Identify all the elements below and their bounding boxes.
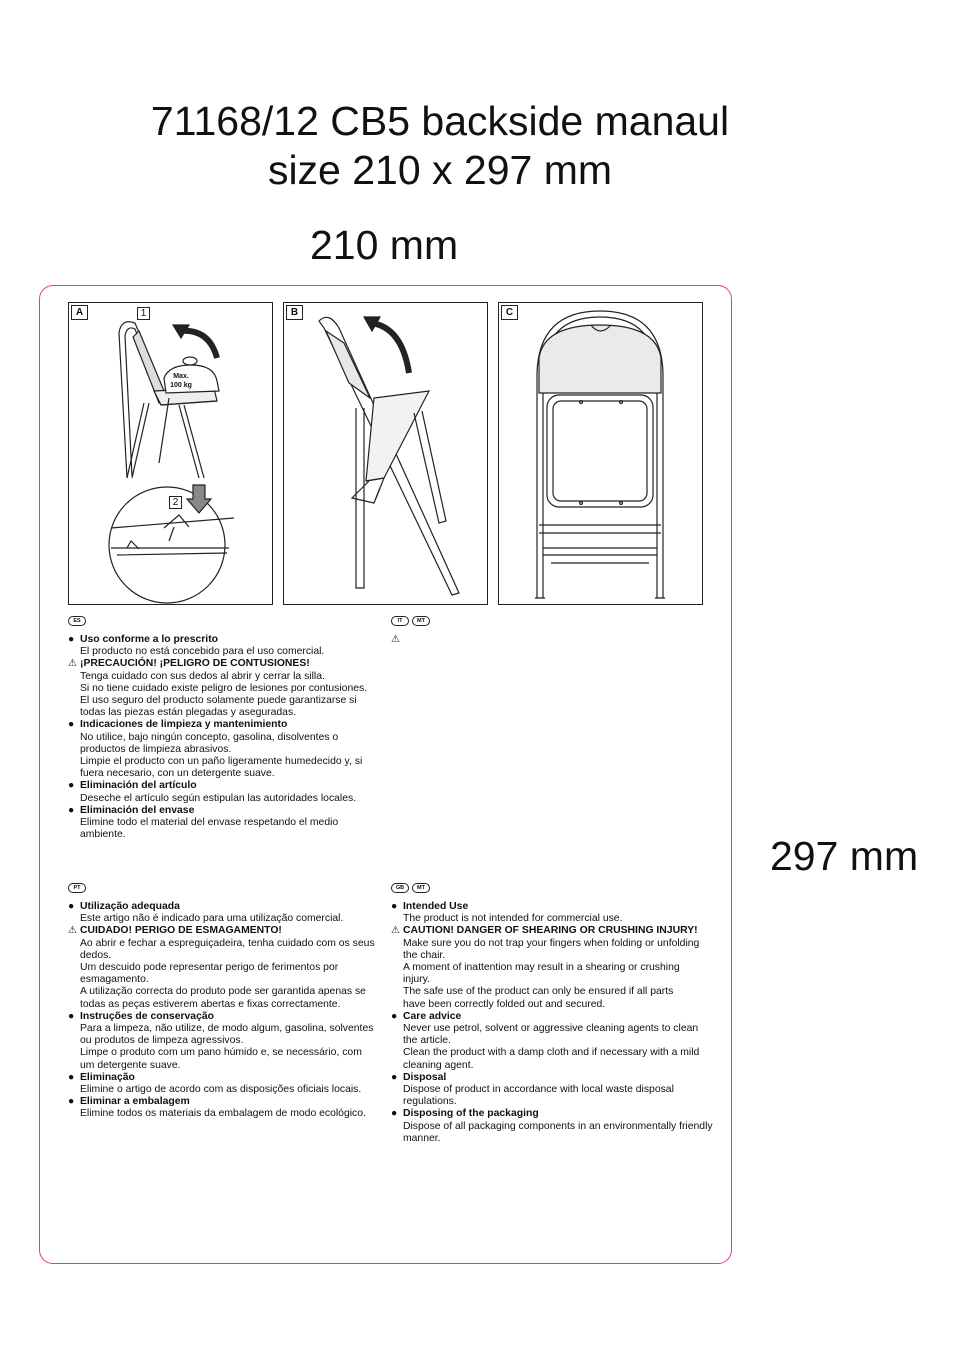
instruction-item: [68, 719, 388, 780]
item-heading: ¡PRECAUCIÓN! ¡PELIGRO DE CONTUSIONES!: [80, 658, 310, 670]
instruction-item: [391, 1108, 719, 1145]
document-title-line-1: 71168/12 CB5 backside manaul: [150, 98, 730, 144]
language-badges: [391, 883, 719, 893]
item-text-line: Elimine todos os materiais da embalagem de modo ecológico.: [80, 1108, 366, 1120]
instruction-item: [391, 634, 711, 646]
bullet-icon: ●: [68, 804, 75, 816]
bullet-icon: ●: [68, 1071, 75, 1083]
language-badge: MT: [412, 616, 430, 626]
height-dimension-label: 297 mm: [770, 833, 919, 879]
bullet-icon: ●: [68, 780, 75, 792]
instruction-item: [391, 925, 719, 1010]
item-heading: Disposal: [403, 1071, 447, 1083]
language-badge: IT: [391, 616, 409, 626]
instruction-item: [68, 780, 388, 804]
section-gb-mt: [391, 883, 719, 1145]
document-title-line-2: size 210 x 297 mm: [267, 147, 613, 193]
item-text-line: Never use petrol, solvent or aggressive cleaning agents to clean: [403, 1023, 699, 1035]
item-heading: Disposing of the packaging: [403, 1108, 539, 1120]
item-heading: Eliminación del artículo: [80, 780, 197, 792]
item-text-line: The product is not intended for commercial use.: [403, 913, 623, 925]
figure-c-label: C: [501, 305, 518, 320]
item-text-line: A moment of inattention may result in a shearing or crushing: [403, 962, 680, 974]
figure-b-label: B: [286, 305, 303, 320]
max-weight-label-line-1: Max.: [173, 373, 189, 380]
language-badges: [391, 616, 711, 626]
item-text-line: the article.: [403, 1035, 451, 1047]
item-text-line: todas las piezas están plegadas y aseguradas.: [80, 707, 297, 719]
item-heading: Indicaciones de limpieza y mantenimiento: [80, 719, 288, 731]
item-text-line: Clean the product with a damp cloth and if necessary with a mild: [403, 1047, 700, 1059]
item-text-line: the chair.: [403, 949, 446, 961]
figure-a: [68, 302, 273, 605]
item-text-line: Tenga cuidado con sus dedos al abrir y cerrar la silla.: [80, 670, 325, 682]
instruction-item: [68, 1072, 388, 1096]
warning-icon: ⚠: [68, 925, 77, 937]
bullet-icon: ●: [391, 901, 398, 912]
item-text-line: ambiente.: [80, 829, 126, 841]
item-text-line: No utilice, bajo ningún concepto, gasolina, disolventes o: [80, 731, 339, 743]
instruction-item: [391, 1011, 719, 1072]
item-heading: CAUTION! DANGER OF SHEARING OR CRUSHING INJURY!: [403, 925, 698, 937]
instruction-item: [391, 1072, 719, 1109]
item-text-line: regulations.: [403, 1096, 457, 1108]
item-text-line: fuera necesario, con un detergente suave.: [80, 768, 275, 780]
bullet-icon: ●: [68, 634, 75, 645]
figure-a-drawing: [69, 303, 272, 604]
bullet-icon: ●: [68, 1010, 75, 1022]
item-heading: Uso conforme a lo prescrito: [80, 634, 218, 645]
instruction-item: [68, 658, 388, 719]
item-text-line: Ao abrir e fechar a espreguiçadeira, tenha cuidado com os seus: [80, 937, 375, 949]
step-2-marker: 2: [169, 496, 182, 509]
figure-c-drawing: [499, 303, 702, 604]
item-text-line: The safe use of the product can only be ensured if all parts: [403, 986, 674, 998]
language-badge: GB: [391, 883, 409, 893]
section-it-mt: [391, 616, 711, 646]
instruction-item: [68, 1096, 388, 1120]
item-text-line: El uso seguro del producto solamente puede garantizarse si: [80, 695, 357, 707]
item-text-line: injury.: [403, 974, 430, 986]
item-text-line: Elimine todo el material del envase respetando el medio: [80, 817, 339, 829]
item-text-line: manner.: [403, 1132, 441, 1144]
warning-icon: ⚠: [68, 658, 77, 670]
item-text-line: Para a limpeza, não utilize, de modo algum, gasolina, solventes: [80, 1023, 374, 1035]
language-badge: PT: [68, 883, 86, 893]
item-text-line: Dispose of all packaging components in an environmentally friendly: [403, 1120, 713, 1132]
instruction-item: [68, 1011, 388, 1072]
bullet-icon: ●: [391, 1071, 398, 1083]
item-heading: Utilização adequada: [80, 901, 180, 912]
item-heading: CUIDADO! PERIGO DE ESMAGAMENTO!: [80, 925, 282, 937]
bullet-icon: ●: [391, 1108, 398, 1120]
step-1-marker: 1: [137, 307, 150, 320]
item-text-line: um detergente suave.: [80, 1059, 181, 1071]
warning-icon: ⚠: [391, 925, 400, 937]
item-heading: Intended Use: [403, 901, 469, 912]
section-es: [68, 616, 388, 841]
bullet-icon: ●: [391, 1010, 398, 1022]
figure-c: [498, 302, 703, 605]
bullet-icon: ●: [68, 1096, 75, 1108]
bullet-icon: ●: [68, 719, 75, 731]
item-heading: Instruções de conservação: [80, 1010, 214, 1022]
item-text-line: Limpe o produto com um pano húmido e, se necessário, com: [80, 1047, 362, 1059]
warning-icon: ⚠: [391, 634, 400, 645]
instruction-item: [68, 805, 388, 842]
language-badges: [68, 616, 388, 626]
item-heading: Eliminación del envase: [80, 804, 195, 816]
item-text-line: ou produtos de limpeza agressivos.: [80, 1035, 244, 1047]
item-text-line: Deseche el artículo según estipulan las autoridades locales.: [80, 792, 357, 804]
item-text-line: cleaning agent.: [403, 1059, 474, 1071]
bullet-icon: ●: [68, 901, 75, 912]
item-text-line: Dispose of product in accordance with local waste disposal: [403, 1084, 674, 1096]
item-text-line: dedos.: [80, 949, 112, 961]
item-text-line: todas as peças estiverem abertas e fixas correctamente.: [80, 998, 341, 1010]
max-weight-label: [166, 372, 196, 390]
figure-a-label: A: [71, 305, 88, 320]
item-text-line: A utilização correcta do produto pode ser garantida apenas se: [80, 986, 366, 998]
instruction-item: [68, 634, 388, 658]
section-pt: [68, 883, 388, 1121]
item-text-line: Make sure you do not trap your fingers when folding or unfolding: [403, 937, 700, 949]
item-heading: Eliminação: [80, 1071, 135, 1083]
item-text-line: esmagamento.: [80, 974, 149, 986]
width-dimension-label: 210 mm: [310, 222, 459, 268]
item-text-line: Elimine o artigo de acordo com as disposições oficiais locais.: [80, 1084, 362, 1096]
language-badges: [68, 883, 388, 893]
item-text-line: productos de limpieza abrasivos.: [80, 743, 232, 755]
item-heading: Eliminar a embalagem: [80, 1096, 190, 1108]
language-badge: MT: [412, 883, 430, 893]
item-text-line: have been correctly folded out and secured.: [403, 998, 606, 1010]
item-text-line: Limpie el producto con un paño ligeramente humedecido y, si: [80, 756, 363, 768]
language-badge: ES: [68, 616, 86, 626]
item-text-line: Si no tiene cuidado existe peligro de lesiones por contusiones.: [80, 682, 368, 694]
item-heading: Care advice: [403, 1010, 462, 1022]
max-weight-label-line-2: 100 kg: [170, 382, 192, 389]
item-text-line: Este artigo não é indicado para uma utilização comercial.: [80, 913, 344, 925]
instruction-item: [68, 901, 388, 925]
instruction-item: [68, 925, 388, 1010]
figure-b-drawing: [284, 303, 487, 604]
instruction-item: [391, 901, 719, 925]
figure-b: [283, 302, 488, 605]
item-text-line: Um descuido pode representar perigo de ferimentos por: [80, 962, 339, 974]
item-text-line: El producto no está concebido para el uso comercial.: [80, 646, 325, 658]
